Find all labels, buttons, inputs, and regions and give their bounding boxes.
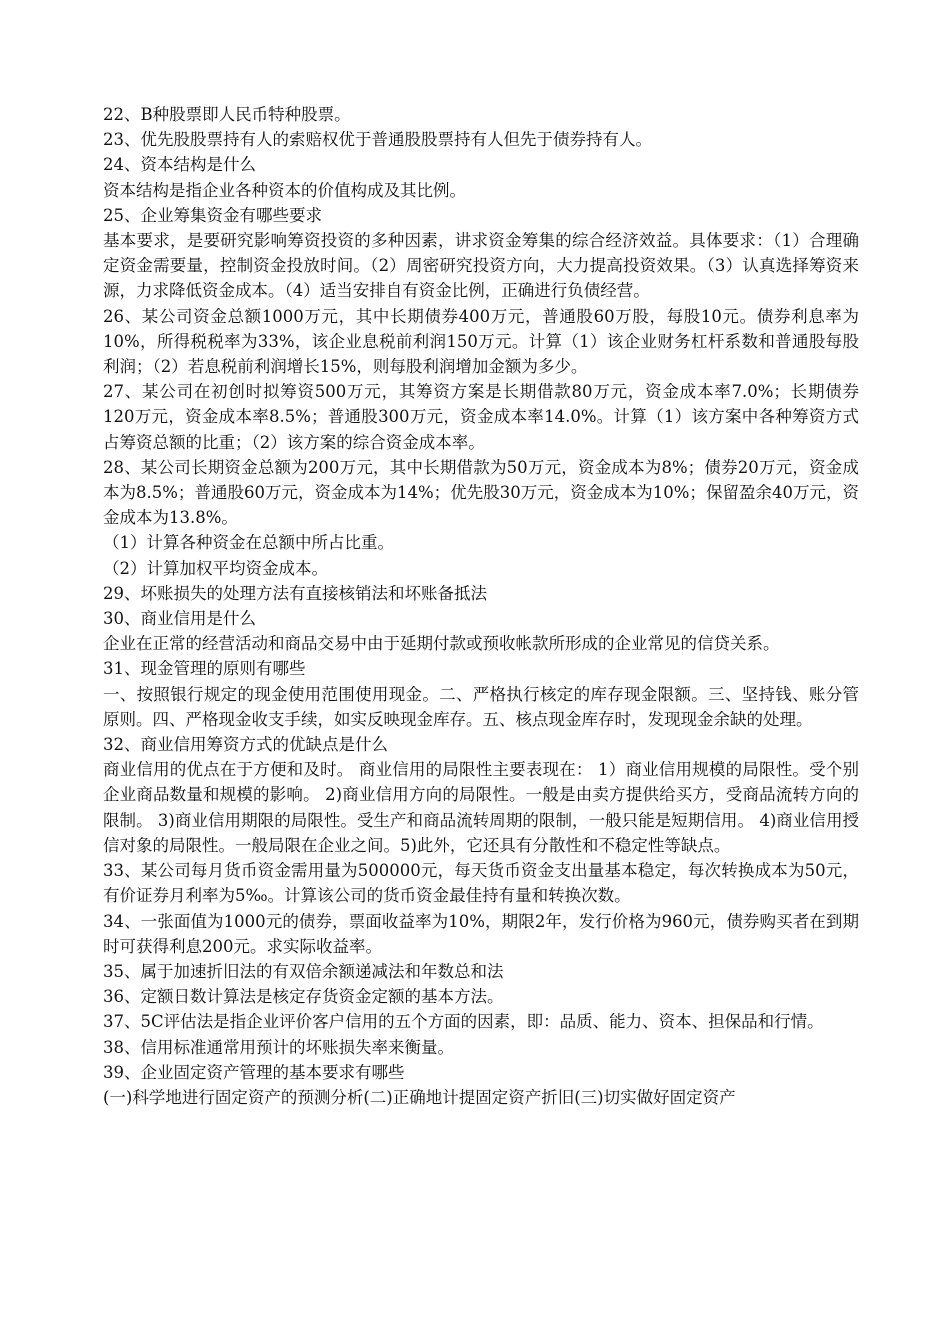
document-body bbox=[103, 102, 859, 1110]
item-26: 26、某公司资金总额1000万元，其中长期债券400万元，普通股60万股，每股10元。债券利息率为10%，所得税税率为33%，该企业息税前利润150万元。计算（1）该企业财务杠杆系数和普通股每股利润；（2）若息税前利润增长15%，则每股利润增加金额为多少。 bbox=[103, 306, 859, 377]
item-25-question: 25、企业筹集资金有哪些要求 bbox=[103, 205, 322, 225]
item-39-question: 39、企业固定资产管理的基本要求有哪些 bbox=[103, 1062, 405, 1082]
item-32-question: 32、商业信用筹资方式的优缺点是什么 bbox=[103, 735, 388, 755]
item-30-question: 30、商业信用是什么 bbox=[103, 609, 256, 629]
item-28-sub-1: （1）计算各种资金在总额中所占比重。 bbox=[103, 533, 394, 553]
item-39-answer: (一)科学地进行固定资产的预测分析(二)正确地计提固定资产折旧(三)切实做好固定资产 bbox=[103, 1087, 736, 1107]
item-32-answer: 商业信用的优点在于方便和及时。 商业信用的局限性主要表现在： 1）商业信用规模的局限性。受个别企业商品数量和规模的影响。 2)商业信用方向的局限性。一般是由卖方提供给买方，受商品流转方向的限制。 3)商业信用期限的局限性。受生产和商品流转周期的限制，一般只能是短期信用。 4)商业信用授信对象的局限性。一般局限在企业之间。5)此外，它还具有分散性和不稳定性等缺点。 bbox=[103, 760, 859, 855]
item-30-answer: 企业在正常的经营活动和商品交易中由于延期付款或预收帐款所形成的企业常见的信贷关系。 bbox=[103, 634, 780, 654]
item-31-question: 31、现金管理的原则有哪些 bbox=[103, 659, 306, 679]
item-35: 35、属于加速折旧法的有双倍余额递减法和年数总和法 bbox=[103, 961, 504, 981]
item-28: 28、某公司长期资金总额为200万元，其中长期借款为50万元，资金成本为8%；债券20万元，资金成本为8.5%；普通股60万元，资金成本为14%；优先股30万元，资金成本为10%；保留盈余40万元，资金成本为13.8%。 bbox=[103, 457, 859, 528]
item-29: 29、坏账损失的处理方法有直接核销法和坏账备抵法 bbox=[103, 583, 487, 603]
item-25-answer: 基本要求，是要研究影响筹资投资的多种因素，讲求资金筹集的综合经济效益。具体要求：（1）合理确定资金需要量，控制资金投放时间。（2）周密研究投资方向，大力提高投资效果。（3）认真选择筹资来源，力求降低资金成本。（4）适当安排自有资金比例，正确进行负债经营。 bbox=[103, 231, 859, 301]
item-38: 38、信用标准通常用预计的坏账损失率来衡量。 bbox=[103, 1037, 454, 1057]
item-36: 36、定额日数计算法是核定存货资金定额的基本方法。 bbox=[103, 987, 504, 1007]
item-27: 27、某公司在初创时拟筹资500万元，其筹资方案是长期借款80万元，资金成本率7.0%；长期债券120万元，资金成本率8.5%；普通股300万元，资金成本率14.0%。计算（1）该方案中各种筹资方式占筹资总额的比重；（2）该方案的综合资金成本率。 bbox=[103, 382, 859, 452]
item-33: 33、某公司每月货币资金需用量为500000元，每天货币资金支出量基本稳定，每次转换成本为50元，有价证券月利率为5‰。计算该公司的货币资金最佳持有量和转换次数。 bbox=[103, 861, 859, 906]
item-24-question: 24、资本结构是什么 bbox=[103, 155, 256, 175]
item-34: 34、一张面值为1000元的债券，票面收益率为10%，期限2年，发行价格为960元，债券购买者在到期时可获得利息200元。求实际收益率。 bbox=[103, 911, 859, 956]
item-23: 23、优先股股票持有人的索赔权优于普通股股票持有人但先于债券持有人。 bbox=[103, 130, 652, 150]
item-22: 22、B种股票即人民币特种股票。 bbox=[103, 105, 351, 124]
item-24-answer: 资本结构是指企业各种资本的价值构成及其比例。 bbox=[103, 180, 466, 200]
item-31-answer: 一、按照银行规定的现金使用范围使用现金。二、严格执行核定的库存现金限额。三、坚持钱、账分管原则。四、严格现金收支手续，如实反映现金库存。五、核点现金库存时，发现现金余缺的处理。 bbox=[103, 684, 859, 729]
item-37: 37、5C评估法是指企业评价客户信用的五个方面的因素，即：品质、能力、资本、担保品和行情。 bbox=[103, 1012, 824, 1032]
item-28-sub-2: （2）计算加权平均资金成本。 bbox=[103, 558, 328, 578]
